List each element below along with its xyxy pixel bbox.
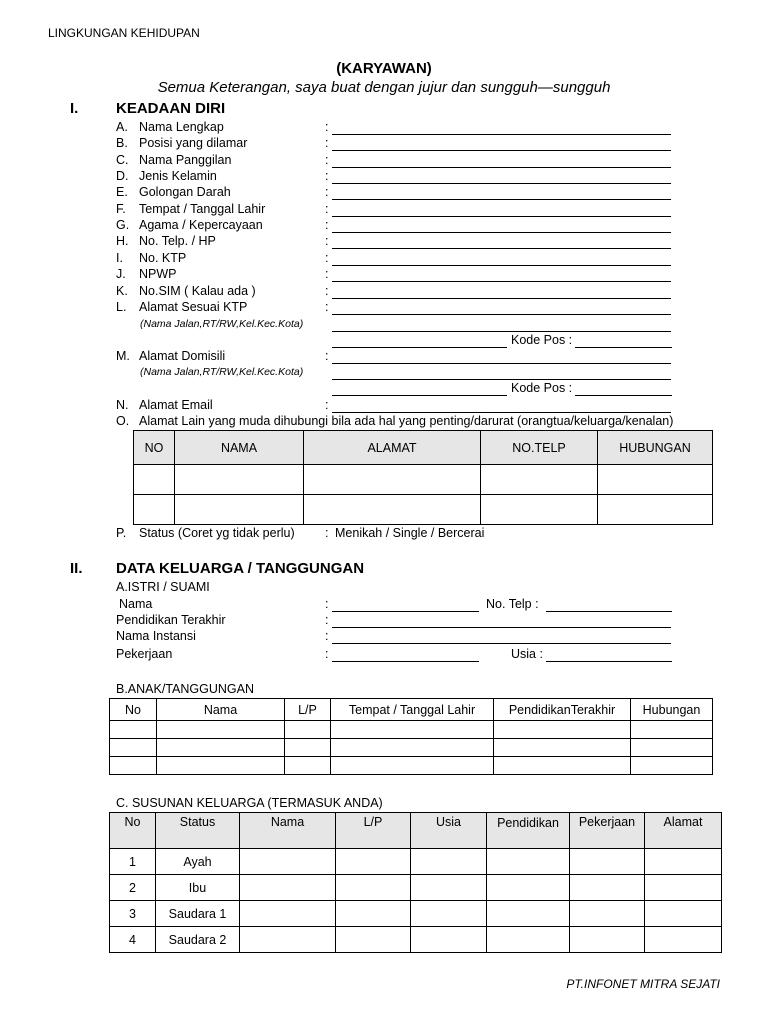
col-header-alamat: ALAMAT [304,431,481,465]
field-label: Golongan Darah [139,185,231,199]
field-letter: G. [116,218,130,232]
children-table [109,698,713,775]
row-status: Ibu [156,875,240,901]
table-cell[interactable] [570,927,645,953]
spouse-label-nama: Nama [119,597,153,611]
input-line[interactable] [332,183,671,184]
row-status: Saudara 1 [156,901,240,927]
table-cell[interactable] [645,927,722,953]
input-alamat-domisili-1[interactable] [332,363,671,364]
table-cell[interactable] [240,849,336,875]
table-cell[interactable] [481,465,598,495]
colon: : [325,153,329,167]
input-line[interactable] [332,265,671,266]
input-alamat-domisili-3[interactable] [332,395,507,396]
family-table [109,812,722,953]
field-letter: J. [116,267,126,281]
table-cell[interactable] [110,757,157,775]
form-subtitle: Semua Keterangan, saya buat dengan jujur dan sungguh—sungguh [157,79,611,96]
field-letter: I. [116,251,123,265]
table-cell[interactable] [645,901,722,927]
col-header-pendidikan: PendidikanTerakhir [494,699,631,721]
input-spouse-usia[interactable] [546,661,672,662]
table-header-row [110,813,722,849]
field-label-alamat-domisili: Alamat Domisili [139,349,226,363]
colon: : [325,120,329,134]
colon: : [325,234,329,248]
input-spouse-nama[interactable] [332,611,479,612]
table-cell[interactable] [157,721,285,739]
table-cell[interactable] [240,901,336,927]
table-cell[interactable] [494,739,631,757]
row-no: 3 [110,901,156,927]
table-cell[interactable] [175,495,304,525]
field-label: Tempat / Tanggal Lahir [139,202,266,216]
field-letter: H. [116,234,129,248]
field-letter: B. [116,136,128,150]
colon: : [325,218,329,232]
col-header-nama: Nama [157,699,285,721]
contact-label: Alamat Lain yang muda dihubungi bila ada hal yang penting/darurat (orangtua/keluarga/kenalan) [139,414,674,428]
table-row [110,757,713,775]
input-kode-pos-domisili[interactable] [575,395,672,396]
field-label: No. KTP [139,251,187,265]
colon: : [325,202,329,216]
table-row [134,495,713,525]
colon: : [325,251,329,265]
table-cell[interactable] [411,927,487,953]
family-title: C. SUSUNAN KELUARGA (TERMASUK ANDA) [116,796,383,810]
table-cell[interactable] [411,901,487,927]
table-cell[interactable] [110,739,157,757]
table-cell[interactable] [645,849,722,875]
field-letter: A. [116,120,128,134]
input-alamat-ktp-2[interactable] [332,331,671,332]
input-line[interactable] [332,199,671,200]
row-status: Ayah [156,849,240,875]
col-header-lp: L/P [336,813,411,849]
col-header-pekerjaan: Pekerjaan [570,813,645,849]
input-alamat-domisili-2[interactable] [332,379,671,380]
table-cell[interactable] [570,901,645,927]
table-row [134,465,713,495]
input-line[interactable] [332,248,671,249]
table-cell[interactable] [645,875,722,901]
alamat-ktp-note: (Nama Jalan,RT/RW,Kel.Kec.Kota) [140,318,304,330]
table-cell[interactable] [331,739,494,757]
table-cell[interactable] [494,721,631,739]
table-cell[interactable] [570,875,645,901]
col-header-no: No [110,699,157,721]
table-cell[interactable] [304,465,481,495]
table-cell[interactable] [487,875,570,901]
input-alamat-ktp-1[interactable] [332,314,671,315]
status-label: Status (Coret yg tidak perlu) [139,526,295,540]
col-header-no: NO [134,431,175,465]
field-letter: K. [116,284,128,298]
col-header-status: Status [156,813,240,849]
colon: : [325,647,329,661]
field-letter: P. [116,526,127,540]
col-header-nama: NAMA [175,431,304,465]
input-line[interactable] [332,216,671,217]
field-label-alamat-ktp: Alamat Sesuai KTP [139,300,248,314]
colon: : [325,136,329,150]
table-row [110,875,722,901]
input-spouse-pekerjaan[interactable] [332,661,479,662]
table-cell[interactable] [631,739,713,757]
table-cell[interactable] [110,721,157,739]
field-letter: D. [116,169,129,183]
table-cell[interactable] [331,757,494,775]
col-header-nama: Nama [240,813,336,849]
col-header-alamat: Alamat [645,813,722,849]
kode-pos-label: Kode Pos : [511,333,573,347]
input-spouse-instansi[interactable] [332,643,671,644]
colon: : [325,267,329,281]
input-line[interactable] [332,134,671,135]
table-cell[interactable] [285,721,331,739]
row-no: 4 [110,927,156,953]
table-cell[interactable] [336,875,411,901]
field-letter: C. [116,153,129,167]
table-cell[interactable] [598,465,713,495]
table-header-row [134,431,713,465]
col-header-no: No [110,813,156,849]
field-letter: L. [116,300,127,314]
table-cell[interactable] [631,757,713,775]
table-cell[interactable] [494,757,631,775]
colon: : [325,300,329,314]
alamat-domisili-note: (Nama Jalan,RT/RW,Kel.Kec.Kota) [140,366,304,378]
table-cell[interactable] [570,849,645,875]
table-cell[interactable] [157,739,285,757]
section1-number: I. [70,100,79,117]
col-header-usia: Usia [411,813,487,849]
footer-company: PT.INFONET MITRA SEJATI [566,977,720,991]
table-cell[interactable] [285,757,331,775]
table-cell[interactable] [134,465,175,495]
kode-pos-label: Kode Pos : [511,381,573,395]
emergency-contact-table [133,430,713,525]
header-title: LINGKUNGAN KEHIDUPAN [48,26,200,40]
colon: : [325,613,329,627]
colon: : [325,526,329,540]
section2-number: II. [70,560,83,577]
colon: : [325,349,329,363]
colon: : [325,185,329,199]
field-label: No. Telp. / HP [139,234,216,248]
input-spouse-no-telp[interactable] [546,611,672,612]
row-status: Saudara 2 [156,927,240,953]
col-header-ttl: Tempat / Tanggal Lahir [331,699,494,721]
field-label: Agama / Kepercayaan [139,218,263,232]
input-alamat-ktp-3[interactable] [332,347,507,348]
input-email[interactable] [332,412,671,413]
table-header-row [110,699,713,721]
col-header-hubungan: HUBUNGAN [598,431,713,465]
table-cell[interactable] [240,927,336,953]
table-cell[interactable] [336,849,411,875]
spouse-usia-label: Usia : [511,647,543,661]
table-cell[interactable] [336,901,411,927]
colon: : [325,398,329,412]
spouse-label-pendidikan: Pendidikan Terakhir [116,613,226,627]
table-cell[interactable] [157,757,285,775]
input-kode-pos-ktp[interactable] [575,347,672,348]
field-letter: F. [116,202,126,216]
table-row [110,849,722,875]
table-row [110,927,722,953]
input-spouse-pendidikan[interactable] [332,627,671,628]
table-cell[interactable] [331,721,494,739]
table-cell[interactable] [134,495,175,525]
field-label: Nama Panggilan [139,153,232,167]
spouse-label-pekerjaan: Pekerjaan [116,647,173,661]
field-label: No.SIM ( Kalau ada ) [139,284,256,298]
colon: : [325,629,329,643]
col-header-hubungan: Hubungan [631,699,713,721]
children-title: B.ANAK/TANGGUNGAN [116,682,254,696]
field-letter: M. [116,349,130,363]
form-title: (KARYAWAN) [336,60,432,77]
table-cell[interactable] [411,849,487,875]
table-cell[interactable] [175,465,304,495]
table-cell[interactable] [304,495,481,525]
row-no: 2 [110,875,156,901]
table-row [110,901,722,927]
input-line[interactable] [332,232,671,233]
input-line[interactable] [332,298,671,299]
table-cell[interactable] [285,739,331,757]
spouse-no-telp-label: No. Telp : [486,597,539,611]
table-cell[interactable] [631,721,713,739]
colon: : [325,284,329,298]
col-header-pendidikan: Pendidikan [487,813,570,849]
field-label: Jenis Kelamin [139,169,217,183]
table-cell[interactable] [487,927,570,953]
field-label: Nama Lengkap [139,120,224,134]
table-cell[interactable] [487,849,570,875]
status-options[interactable]: Menikah / Single / Bercerai [335,526,485,540]
colon: : [325,597,329,611]
section2-title: DATA KELUARGA / TANGGUNGAN [116,560,365,577]
field-label: NPWP [139,267,177,281]
table-cell[interactable] [336,927,411,953]
table-cell[interactable] [487,901,570,927]
section1-title: KEADAAN DIRI [116,100,226,117]
spouse-label-instansi: Nama Instansi [116,629,196,643]
table-row [110,739,713,757]
table-cell[interactable] [240,875,336,901]
field-label: Posisi yang dilamar [139,136,248,150]
table-cell[interactable] [481,495,598,525]
input-line[interactable] [332,281,671,282]
input-line[interactable] [332,167,671,168]
spouse-title: A.ISTRI / SUAMI [116,580,210,594]
input-line[interactable] [332,150,671,151]
field-letter: E. [116,185,128,199]
row-no: 1 [110,849,156,875]
col-header-lp: L/P [285,699,331,721]
col-header-no-telp: NO.TELP [481,431,598,465]
table-cell[interactable] [411,875,487,901]
field-label-email: Alamat Email [139,398,213,412]
field-letter: O. [116,414,130,428]
table-cell[interactable] [598,495,713,525]
table-row [110,721,713,739]
field-letter: N. [116,398,129,412]
colon: : [325,169,329,183]
